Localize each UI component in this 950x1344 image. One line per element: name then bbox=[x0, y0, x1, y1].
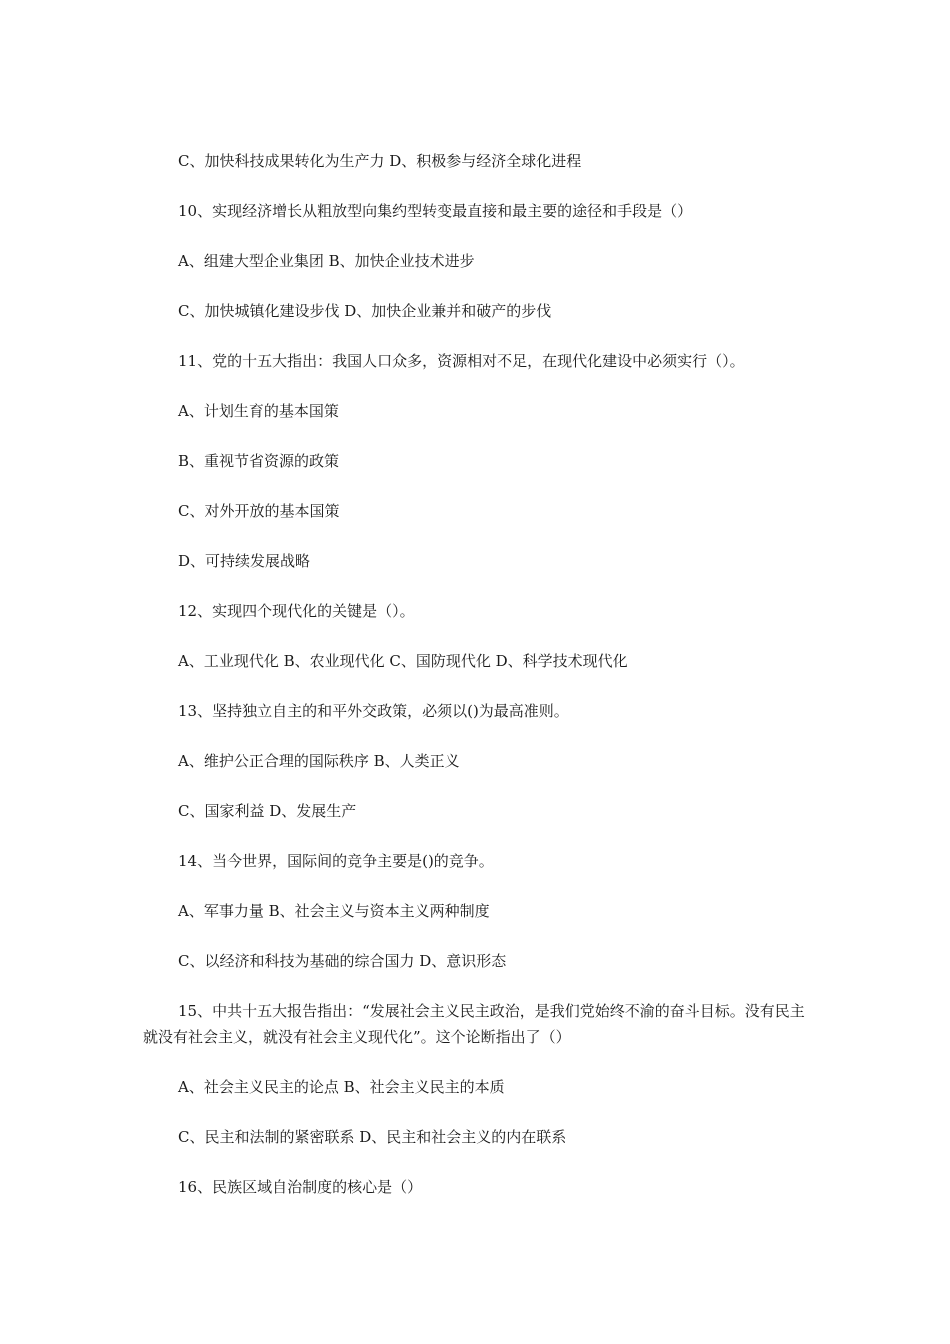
option-line-q10-cd: C、加快城镇化建设步伐 D、加快企业兼并和破产的步伐 bbox=[178, 302, 552, 320]
question-10: 10、实现经济增长从粗放型向集约型转变最直接和最主要的途径和手段是（） bbox=[178, 202, 693, 220]
option-line-q14-cd: C、以经济和科技为基础的综合国力 D、意识形态 bbox=[178, 952, 507, 970]
question-16: 16、民族区域自治制度的核心是（） bbox=[178, 1178, 423, 1196]
option-line-q14-ab: A、军事力量 B、社会主义与资本主义两种制度 bbox=[178, 902, 490, 920]
option-line-q15-ab: A、社会主义民主的论点 B、社会主义民主的本质 bbox=[178, 1078, 505, 1096]
question-15: 15、中共十五大报告指出：“发展社会主义民主政治，是我们党始终不渝的奋斗目标。没有民主就没有社会主义，就没有社会主义现代化”。这个论断指出了（） bbox=[143, 1002, 805, 1046]
question-13: 13、坚持独立自主的和平外交政策，必须以()为最高准则。 bbox=[178, 702, 569, 720]
option-line-q11-a: A、计划生育的基本国策 bbox=[178, 402, 339, 420]
option-line-q12-abcd: A、工业现代化 B、农业现代化 C、国防现代化 D、科学技术现代化 bbox=[178, 652, 628, 670]
document-body bbox=[143, 148, 813, 1224]
option-line-q11-d: D、可持续发展战略 bbox=[178, 552, 311, 570]
option-line-q15-cd: C、民主和法制的紧密联系 D、民主和社会主义的内在联系 bbox=[178, 1128, 567, 1146]
option-line-q10-ab: A、组建大型企业集团 B、加快企业技术进步 bbox=[178, 252, 475, 270]
option-line-q11-b: B、重视节省资源的政策 bbox=[178, 452, 340, 470]
option-line-q11-c: C、对外开放的基本国策 bbox=[178, 502, 340, 520]
question-14: 14、当今世界，国际间的竞争主要是()的竞争。 bbox=[178, 852, 494, 870]
question-11: 11、党的十五大指出：我国人口众多，资源相对不足，在现代化建设中必须实行（）。 bbox=[178, 352, 745, 370]
question-12: 12、实现四个现代化的关键是（）。 bbox=[178, 602, 415, 620]
option-line-q9-cd: C、加快科技成果转化为生产力 D、积极参与经济全球化进程 bbox=[178, 152, 582, 170]
option-line-q13-cd: C、国家利益 D、发展生产 bbox=[178, 802, 357, 820]
option-line-q13-ab: A、维护公正合理的国际秩序 B、人类正义 bbox=[178, 752, 460, 770]
